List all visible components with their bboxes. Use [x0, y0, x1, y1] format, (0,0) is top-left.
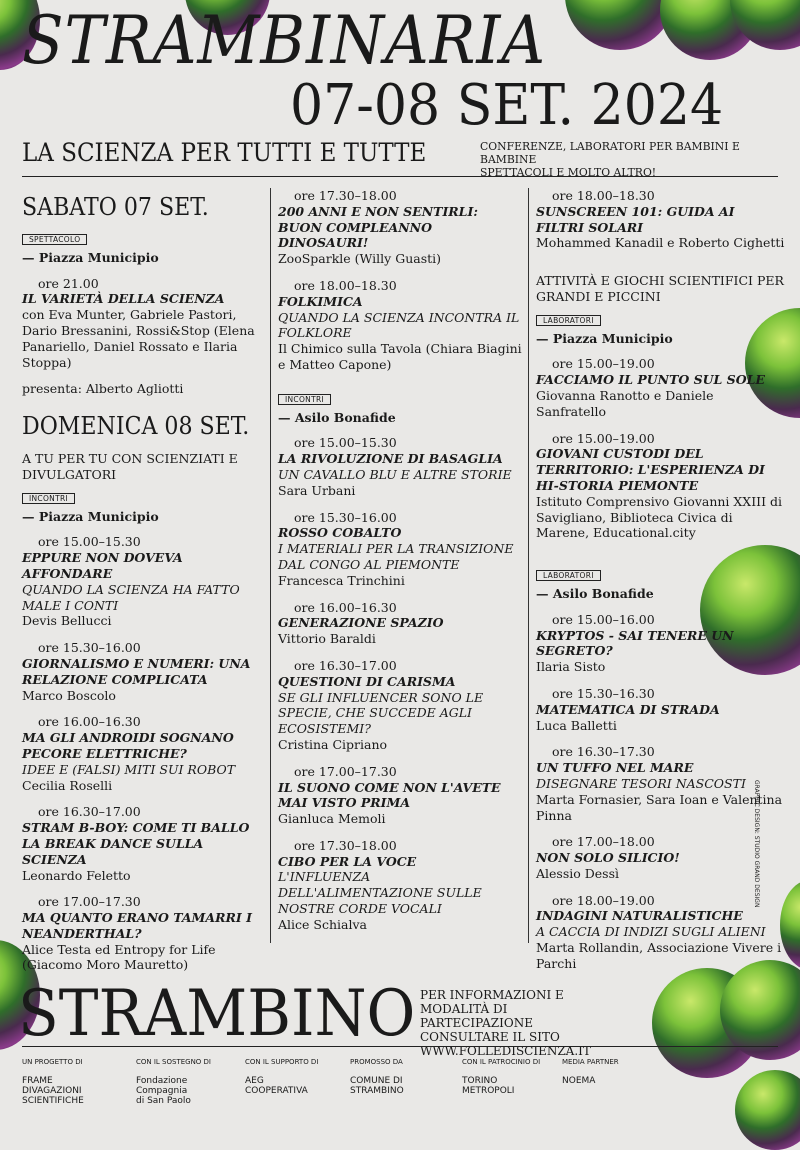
website-link[interactable]: WWW.FOLLEDISCIENZA.IT	[420, 1044, 591, 1058]
event-item	[278, 764, 524, 827]
event-people: ZooSparkle (Willy Guasti)	[278, 251, 442, 267]
event-time: ore 16.30–17.00	[38, 804, 141, 820]
sponsor-logo: Fondazione Compagnia di San Paolo	[136, 1076, 191, 1106]
decorative-orb	[565, 0, 675, 50]
event-people: Marta Fornasier, Sara Ioan e Valentina Pinna	[536, 791, 783, 823]
event-people: Istituto Comprensivo Giovanni XXIII di Savigliano, Biblioteca Civica di Marene, Educational.city	[536, 493, 782, 541]
event-title: IL SUONO COME NON L'AVETE MAI VISTO PRIMA	[278, 779, 501, 811]
event-list	[22, 276, 266, 371]
event-people: Alessio Dessì	[536, 865, 619, 881]
event-time: ore 16.30–17.00	[294, 657, 397, 673]
event-item	[278, 435, 524, 498]
event-time: ore 15.00–15.30	[294, 435, 397, 451]
venue: — Piazza Municipio	[22, 508, 159, 524]
venue: — Asilo Bonafide	[278, 409, 396, 425]
sponsor-label: PROMOSSO DA	[350, 1058, 403, 1066]
event-time: ore 15.30–16.00	[294, 509, 397, 525]
event-list	[278, 188, 524, 373]
sponsor-logo: NOEMA	[562, 1076, 596, 1086]
event-item	[536, 356, 786, 419]
event-item	[536, 612, 786, 675]
column-divider	[270, 188, 271, 943]
event-people: Francesca Trinchini	[278, 572, 405, 588]
event-time: ore 17.00–18.00	[552, 834, 655, 850]
event-list	[536, 188, 786, 251]
event-time: ore 17.00–17.30	[38, 894, 141, 910]
event-subtitle: SE GLI INFLUENCER SONO LE SPECIE, CHE SUCCEDE AGLI ECOSISTEMI?	[278, 689, 484, 737]
event-title: FOLKIMICA	[278, 293, 363, 309]
event-title: MA GLI ANDROIDI SOGNANO PECORE ELETTRICHE?	[22, 730, 234, 761]
sponsor-logo: FRAME DIVAGAZIONI SCIENTIFICHE	[22, 1076, 84, 1106]
event-item	[278, 510, 524, 589]
event-time: ore 16.00–16.30	[294, 599, 397, 615]
event-title: ROSSO COBALTO	[278, 525, 402, 541]
event-item	[22, 640, 266, 703]
event-time: ore 17.30–18.00	[294, 837, 397, 853]
event-time: ore 16.00–16.30	[38, 714, 141, 730]
event-subtitle: DISEGNARE TESORI NASCOSTI	[536, 775, 746, 791]
event-time: ore 15.30–16.00	[38, 640, 141, 656]
venue: — Piazza Municipio	[22, 249, 159, 265]
event-list	[536, 356, 786, 541]
event-item	[536, 431, 786, 542]
tagline: LA SCIENZA PER TUTTI E TUTTE	[22, 138, 427, 167]
event-subtitle: UN CAVALLO BLU E ALTRE STORIE	[278, 466, 512, 482]
event-time: ore 15.30–16.30	[552, 685, 655, 701]
presenter: presenta: Alberto Agliotti	[22, 381, 184, 397]
event-time: ore 15.00–16.00	[552, 611, 655, 627]
event-title: 200 ANNI E NON SENTIRLI: BUON COMPLEANNO DINOSAURI!	[278, 203, 478, 251]
event-item	[22, 714, 266, 793]
column-sunday-incontri	[278, 188, 524, 944]
event-title: IL VARIETÀ DELLA SCIENZA	[22, 291, 225, 307]
event-title: EPPURE NON DOVEVA AFFONDARE	[22, 550, 183, 581]
event-people: Vittorio Baraldi	[278, 631, 376, 647]
event-title: INDAGINI NATURALISTICHE	[536, 908, 743, 924]
sponsor-label: CON IL SOSTEGNO DI	[136, 1058, 211, 1066]
category-tag: SPETTACOLO	[22, 234, 87, 245]
event-title: QUESTIONI DI CARISMA	[278, 673, 456, 689]
column-divider	[528, 188, 529, 943]
column-saturday-sunday	[22, 188, 266, 984]
event-time: ore 17.30–18.00	[294, 188, 397, 203]
event-item	[278, 188, 524, 267]
event-subtitle: QUANDO LA SCIENZA INCONTRA IL FOLKLORE	[278, 309, 520, 341]
event-people: Alice Testa ed Entropy for Life (Giacomo Moro Mauretto)	[22, 941, 216, 973]
event-title: GIOVANI CUSTODI DEL TERRITORIO: L'ESPERIENZA DI HI-STORIA PIEMONTE	[536, 446, 765, 493]
section-intro: ATTIVITÀ E GIOCHI SCIENTIFICI PER GRANDI E PICCINI	[536, 273, 784, 304]
event-title: MATEMATICA DI STRADA	[536, 701, 720, 717]
event-time: ore 17.00–17.30	[294, 763, 397, 779]
subtagline: CONFERENZE, LABORATORI PER BAMBINI E BAMBINE SPETTACOLI E MOLTO ALTRO!	[480, 139, 740, 179]
event-people: Cecilia Roselli	[22, 777, 113, 793]
event-item	[22, 534, 266, 629]
event-subtitle: L'INFLUENZA DELL'ALIMENTAZIONE SULLE NOSTRE CORDE VOCALI	[278, 869, 482, 917]
sponsor-logo: AEG COOPERATIVA	[245, 1076, 308, 1096]
event-list	[278, 435, 524, 932]
event-item	[536, 686, 786, 733]
event-item	[278, 278, 524, 373]
event-dates: 07-08 SET. 2024	[290, 73, 724, 138]
event-title: STRAM B-BOY: COME TI BALLO LA BREAK DANCE SULLA SCIENZA	[22, 820, 250, 867]
event-time: ore 15.00–15.30	[38, 534, 141, 550]
event-people: Cristina Cipriano	[278, 736, 388, 752]
event-item	[22, 804, 266, 883]
event-title: STRAMBINARIA	[22, 2, 547, 79]
event-subtitle: A CACCIA DI INDIZI SUGLI ALIENI	[536, 924, 766, 940]
event-title: UN TUFFO NEL MARE	[536, 760, 694, 776]
event-title: LA RIVOLUZIONE DI BASAGLIA	[278, 451, 503, 467]
column-laboratori	[536, 188, 786, 983]
event-title: KRYPTOS - SAI TENERE UN SEGRETO?	[536, 627, 734, 659]
event-people: Ilaria Sisto	[536, 659, 606, 675]
event-subtitle: IDEE E (FALSI) MITI SUI ROBOT	[22, 761, 236, 777]
venue: — Asilo Bonafide	[536, 585, 654, 601]
event-time: ore 18.00–18.30	[294, 277, 397, 293]
event-item	[22, 276, 266, 371]
event-people: Luca Balletti	[536, 717, 617, 733]
event-item	[22, 894, 266, 973]
event-item	[536, 188, 786, 251]
decorative-orb	[735, 1070, 800, 1150]
event-item	[278, 658, 524, 753]
event-time: ore 18.00–18.30	[552, 188, 655, 203]
day-heading: SABATO 07 SET.	[22, 193, 209, 221]
info-text: PER INFORMAZIONI E MODALITÀ DI PARTECIPAZIONE CONSULTARE IL SITO	[420, 988, 564, 1044]
category-tag: LABORATORI	[536, 315, 601, 326]
divider	[22, 1046, 778, 1047]
event-people: Devis Bellucci	[22, 613, 112, 629]
event-title: NON SOLO SILICIO!	[536, 850, 680, 866]
event-people: Alice Schialva	[278, 916, 367, 932]
event-title: CIBO PER LA VOCE	[278, 853, 417, 869]
event-list	[536, 612, 786, 972]
event-title: SUNSCREEN 101: GUIDA AI FILTRI SOLARI	[536, 203, 735, 235]
event-time: ore 21.00	[38, 275, 99, 291]
section-intro: A TU PER TU CON SCIENZIATI E DIVULGATORI	[22, 451, 238, 482]
event-time: ore 18.00–19.00	[552, 892, 655, 908]
event-people: Mohammed Kanadil e Roberto Cighetti	[536, 235, 785, 251]
day-heading: DOMENICA 08 SET.	[22, 412, 250, 441]
event-title: FACCIAMO IL PUNTO SUL SOLE	[536, 372, 765, 388]
event-subtitle: QUANDO LA SCIENZA HA FATTO MALE I CONTI	[22, 581, 240, 613]
category-tag: INCONTRI	[278, 394, 331, 405]
sponsor-label: UN PROGETTO DI	[22, 1058, 83, 1066]
event-item	[278, 600, 524, 647]
event-people: con Eva Munter, Gabriele Pastori, Dario Bressanini, Rossi&Stop (Elena Panariello, Daniel Rossato e Ilaria Stoppa)	[22, 307, 255, 370]
event-people: Giovanna Ranotto e Daniele Sanfratello	[536, 387, 714, 419]
venue: — Piazza Municipio	[536, 330, 673, 346]
event-time: ore 15.00–19.00	[552, 356, 655, 372]
sponsor-label: CON IL PATROCINIO DI	[462, 1058, 541, 1066]
event-people: Marta Rollandin, Associazione Vivere i Parchi	[536, 940, 782, 971]
event-title: GENERAZIONE SPAZIO	[278, 615, 444, 631]
event-people: Il Chimico sulla Tavola (Chiara Biagini e Matteo Capone)	[278, 341, 522, 372]
event-title: GIORNALISMO E NUMERI: UNA RELAZIONE COMPLICATA	[22, 655, 251, 687]
city-title: STRAMBINO	[18, 977, 416, 1051]
category-tag: INCONTRI	[22, 493, 75, 504]
sponsor-label: MEDIA PARTNER	[562, 1058, 619, 1066]
event-item	[536, 834, 786, 881]
event-item	[536, 744, 786, 823]
sponsor-label: CON IL SUPPORTO DI	[245, 1058, 319, 1066]
event-title: MA QUANTO ERANO TAMARRI I NEANDERTHAL?	[22, 910, 252, 941]
event-list	[22, 534, 266, 973]
divider	[22, 176, 778, 177]
event-item	[536, 893, 786, 972]
event-people: Leonardo Feletto	[22, 867, 131, 883]
event-people: Marco Boscolo	[22, 687, 116, 703]
event-time: ore 16.30–17.30	[552, 744, 655, 760]
event-subtitle: I MATERIALI PER LA TRANSIZIONE DAL CONGO AL PIEMONTE	[278, 541, 514, 572]
info-block	[420, 988, 605, 1058]
event-people: Gianluca Memoli	[278, 811, 386, 827]
sponsor-logo: COMUNE DI STRAMBINO	[350, 1076, 404, 1096]
sponsor-logo: TORINO METROPOLI	[462, 1076, 515, 1096]
event-item	[278, 838, 524, 933]
event-time: ore 15.00–19.00	[552, 430, 655, 446]
design-credit: GRAPHIC DESIGN: STUDIO GRAND DESIGN	[753, 780, 760, 908]
event-people: Sara Urbani	[278, 482, 356, 498]
category-tag: LABORATORI	[536, 570, 601, 581]
